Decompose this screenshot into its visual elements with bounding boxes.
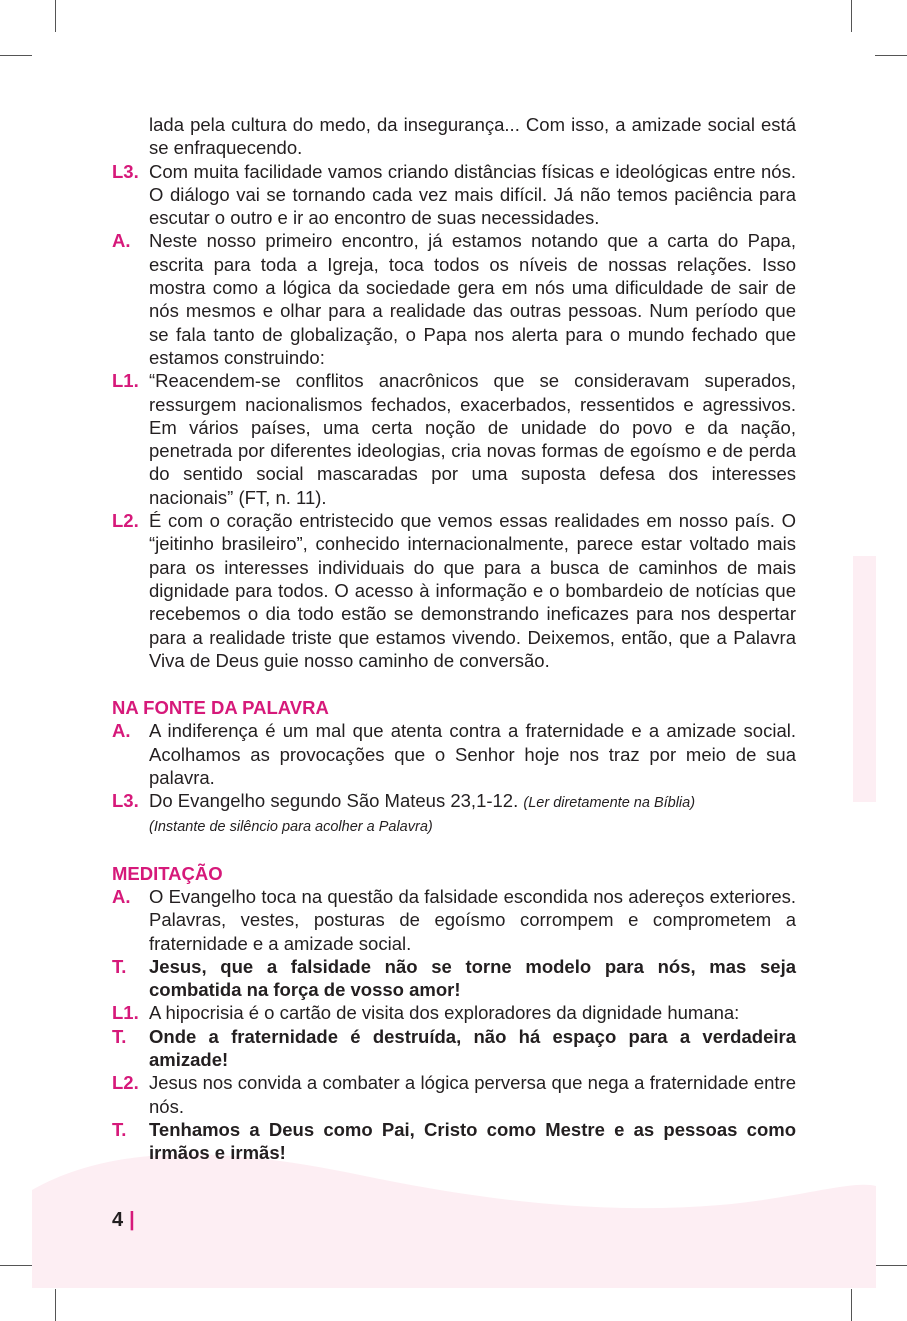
speaker-label: L2. — [112, 1072, 139, 1094]
speaker-label: L2. — [112, 510, 139, 532]
section-title-fonte: NA FONTE DA PALAVRA — [112, 697, 329, 719]
fonte-item-a — [112, 719, 796, 789]
speaker-label: T. — [112, 1118, 127, 1140]
reading-note: (Ler diretamente na Bíblia) — [523, 795, 696, 812]
side-tab — [853, 556, 876, 802]
section-title-meditacao: MEDITAÇÃO — [112, 862, 223, 884]
spacer — [112, 672, 796, 696]
meditacao-item-t — [112, 1118, 796, 1165]
page-number-value: 4 — [112, 1209, 124, 1231]
crop-mark — [851, 0, 852, 32]
speaker-label: A. — [112, 720, 131, 742]
speaker-label: L3. — [112, 160, 139, 182]
item-text: Com muita facilidade vamos criando distâncias físicas e ideológicas entre nós. O diálogo vai se tornando cada vez mais difícil. Já não temos paciência para escutar o outro e ir ao encontro de suas necessidades. — [149, 160, 796, 229]
intro-item-l2 — [112, 509, 796, 672]
speaker-label: A. — [112, 230, 131, 252]
item-text: Jesus nos convida a combater a lógica perversa que nega a fraternidade entre nós. — [149, 1072, 796, 1117]
intro-item-l1 — [112, 369, 796, 509]
crop-mark — [0, 55, 32, 56]
item-text: “Reacendem-se conflitos anacrônicos que se consideravam superados, ressurgem nacionalismos fechados, exacerbados, ressentidos e agressivos. Em vários países, uma certa noção de unidade do povo e da nação, penetrada por diferentes ideologias, cria novas formas de egoísmo e de perda do sentido social mascaradas por uma suposta defesa dos interesses nacionais” (FT, n. 11). — [149, 370, 796, 508]
meditacao-item-a — [112, 885, 796, 955]
gospel-reference: Do Evangelho segundo São Mateus 23,1-12. — [149, 790, 519, 812]
item-text: Neste nosso primeiro encontro, já estamos notando que a carta do Papa, escrita para toda a Igreja, toca todos os níveis de nossas relações. Isso mostra como a lógica da sociedade gera em nós uma dificuldade de sair de nós mesmos e olhar para a realidade das outras pessoas. Num período que se fala tanto de globalização, o Papa nos alerta para o mundo fechado que estamos construindo: — [149, 230, 796, 368]
meditacao-item-l1 — [112, 1001, 796, 1024]
intro-item-a — [112, 229, 796, 369]
meditacao-item-t — [112, 1025, 796, 1072]
meditacao-item-t — [112, 955, 796, 1002]
silence-instruction: (Instante de silêncio para acolher a Palavra) — [149, 818, 433, 835]
item-text: O Evangelho toca na questão da falsidade escondida nos adereços exteriores. Palavras, vestes, posturas de egoísmo corrompem e comprometem a fraternidade e a amizade social. — [149, 885, 796, 954]
item-text: A hipocrisia é o cartão de visita dos exploradores da dignidade humana: — [149, 1002, 740, 1024]
intro-item-l3 — [112, 160, 796, 230]
meditacao-item-l2 — [112, 1071, 796, 1118]
speaker-label: T. — [112, 955, 127, 977]
speaker-label: L1. — [112, 1002, 139, 1024]
speaker-label: L1. — [112, 370, 139, 392]
item-text: Tenhamos a Deus como Pai, Cristo como Mestre e as pessoas como irmãos e irmãs! — [149, 1118, 796, 1164]
item-text — [149, 789, 796, 815]
opening-paragraph: lada pela cultura do medo, da insegurança... Com isso, a amizade social está se enfraquecendo. — [149, 114, 796, 159]
page-number — [112, 1209, 135, 1232]
item-text: Onde a fraternidade é destruída, não há espaço para a verdadeira amizade! — [149, 1025, 796, 1070]
page-content — [112, 113, 796, 1164]
page-number-bar: | — [129, 1209, 135, 1231]
spacer — [112, 838, 796, 862]
speaker-label: L3. — [112, 790, 139, 812]
speaker-label: A. — [112, 885, 131, 907]
crop-mark — [875, 55, 907, 56]
item-text: A indiferença é um mal que atenta contra a fraternidade e a amizade social. Acolhamos as provocações que o Senhor hoje nos traz por meio de sua palavra. — [149, 720, 796, 789]
crop-mark — [55, 0, 56, 32]
speaker-label: T. — [112, 1025, 127, 1047]
fonte-item-l3 — [112, 789, 796, 815]
item-text: É com o coração entristecido que vemos essas realidades em nosso país. O “jeitinho brasileiro”, conhecido internacionalmente, parece estar voltado mais para os interesses individuais do que para a busca de caminhos de mais dignidade para todos. O acesso à informação e o bombardeio de notícias que recebemos o dia todo estão se demonstrando ineficazes para nos despertar para a realidade triste que estamos vivendo. Deixemos, então, que a Palavra Viva de Deus guie nosso caminho de conversão. — [149, 510, 796, 671]
item-text: Jesus, que a falsidade não se torne modelo para nós, mas seja combatida na força de vosso amor! — [149, 955, 796, 1001]
